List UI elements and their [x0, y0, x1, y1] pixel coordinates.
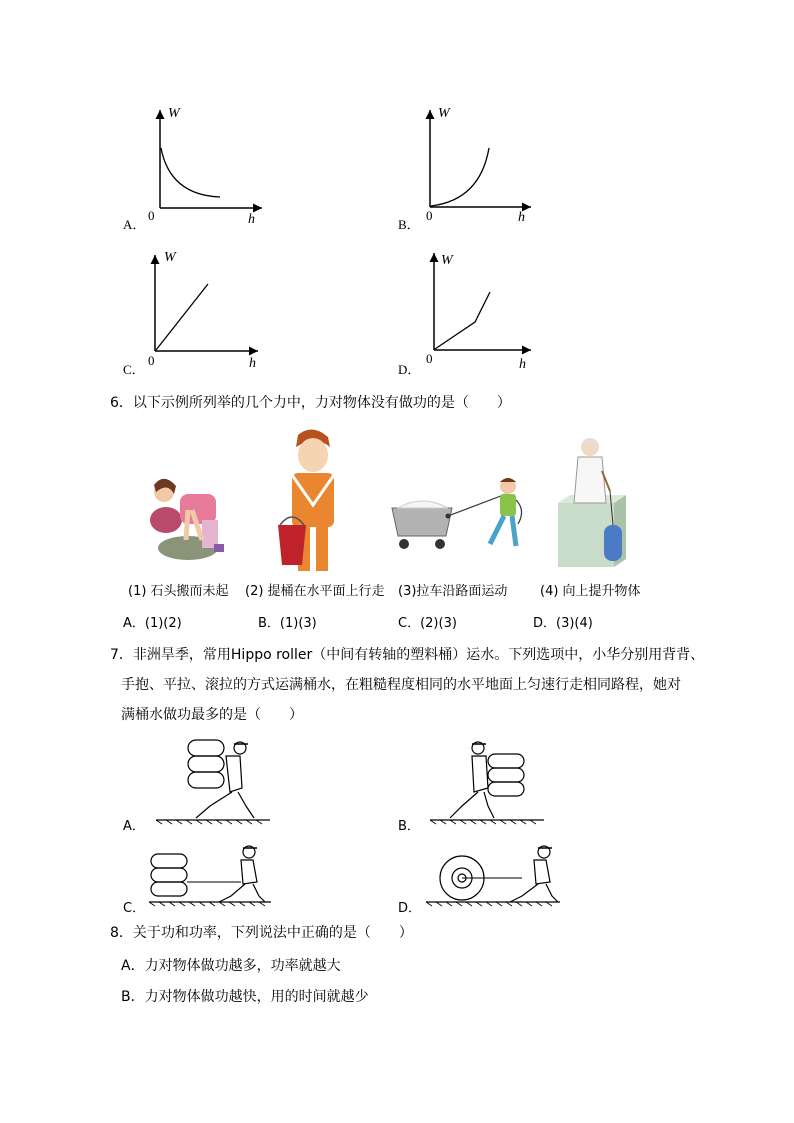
- q6-illustration-3: [388, 474, 538, 554]
- q6-caption-1: (1) 石头搬而未起: [128, 584, 229, 599]
- q6-option-b[interactable]: B．(1)(3): [258, 616, 317, 631]
- graph-c-origin: 0: [148, 353, 155, 368]
- graph-b-origin: 0: [426, 208, 433, 223]
- graph-a-option: A．: [123, 217, 146, 232]
- q7-figure-b: [428, 736, 558, 828]
- q7-figure-c: [145, 840, 275, 910]
- graph-c-xlabel: h: [249, 356, 256, 371]
- graph-d-xlabel: h: [519, 357, 526, 372]
- q6-caption-4: (4) 向上提升物体: [540, 584, 641, 599]
- q6-illustration-4: [558, 433, 628, 568]
- graph-d-option: D．: [398, 362, 421, 377]
- graph-d-ylabel: W: [441, 253, 453, 268]
- q8-stem: 8．关于功和功率，下列说法中正确的是（ ）: [110, 925, 413, 941]
- q7-label-b[interactable]: B．: [398, 819, 420, 834]
- graph-d-line: [435, 292, 490, 349]
- q8-option-a[interactable]: A．力对物体做功越多，功率就越大: [121, 958, 341, 974]
- q8-option-b[interactable]: B．力对物体做功越快，用的时间就越少: [121, 989, 369, 1005]
- q7-figure-a: [150, 736, 280, 828]
- graph-a-ylabel: W: [168, 106, 180, 121]
- graph-a-xlabel: h: [248, 212, 255, 227]
- q6-option-c[interactable]: C．(2)(3): [398, 616, 457, 631]
- q7-line-1: 7．非洲旱季，常用Hippo roller（中间有转轴的塑料桶）运水。下列选项中，小华分别用背背、: [110, 647, 705, 663]
- q6-illustration-2: [272, 425, 352, 575]
- graph-c-option: C．: [123, 362, 145, 377]
- q7-label-a[interactable]: A．: [123, 819, 145, 834]
- q6-stem: 6．以下示例所列举的几个力中，力对物体没有做功的是（ ）: [110, 395, 511, 411]
- q7-line-3: 满桶水做功最多的是（ ）: [121, 707, 303, 723]
- q7-label-c[interactable]: C．: [123, 901, 146, 916]
- q7-line-2: 手抱、平拉、滚拉的方式运满桶水，在粗糙程度相同的水平地面上匀速行走相同路程，她对: [121, 677, 681, 693]
- q6-caption-3: (3)拉车沿路面运动: [398, 584, 508, 599]
- graph-d-origin: 0: [426, 351, 433, 366]
- q6-caption-2: (2) 提桶在水平面上行走: [245, 584, 385, 599]
- graph-a-origin: 0: [148, 208, 155, 223]
- q6-option-d[interactable]: D．(3)(4): [533, 616, 593, 631]
- q7-figure-d: [422, 840, 562, 910]
- q6-illustration-1: [128, 470, 248, 560]
- q7-label-d[interactable]: D．: [398, 901, 422, 916]
- graph-b-ylabel: W: [438, 106, 450, 121]
- q6-option-a[interactable]: A．(1)(2): [123, 616, 182, 631]
- graph-b-option: B．: [398, 217, 420, 232]
- graph-b-xlabel: h: [518, 210, 525, 225]
- graph-c-ylabel: W: [164, 250, 176, 265]
